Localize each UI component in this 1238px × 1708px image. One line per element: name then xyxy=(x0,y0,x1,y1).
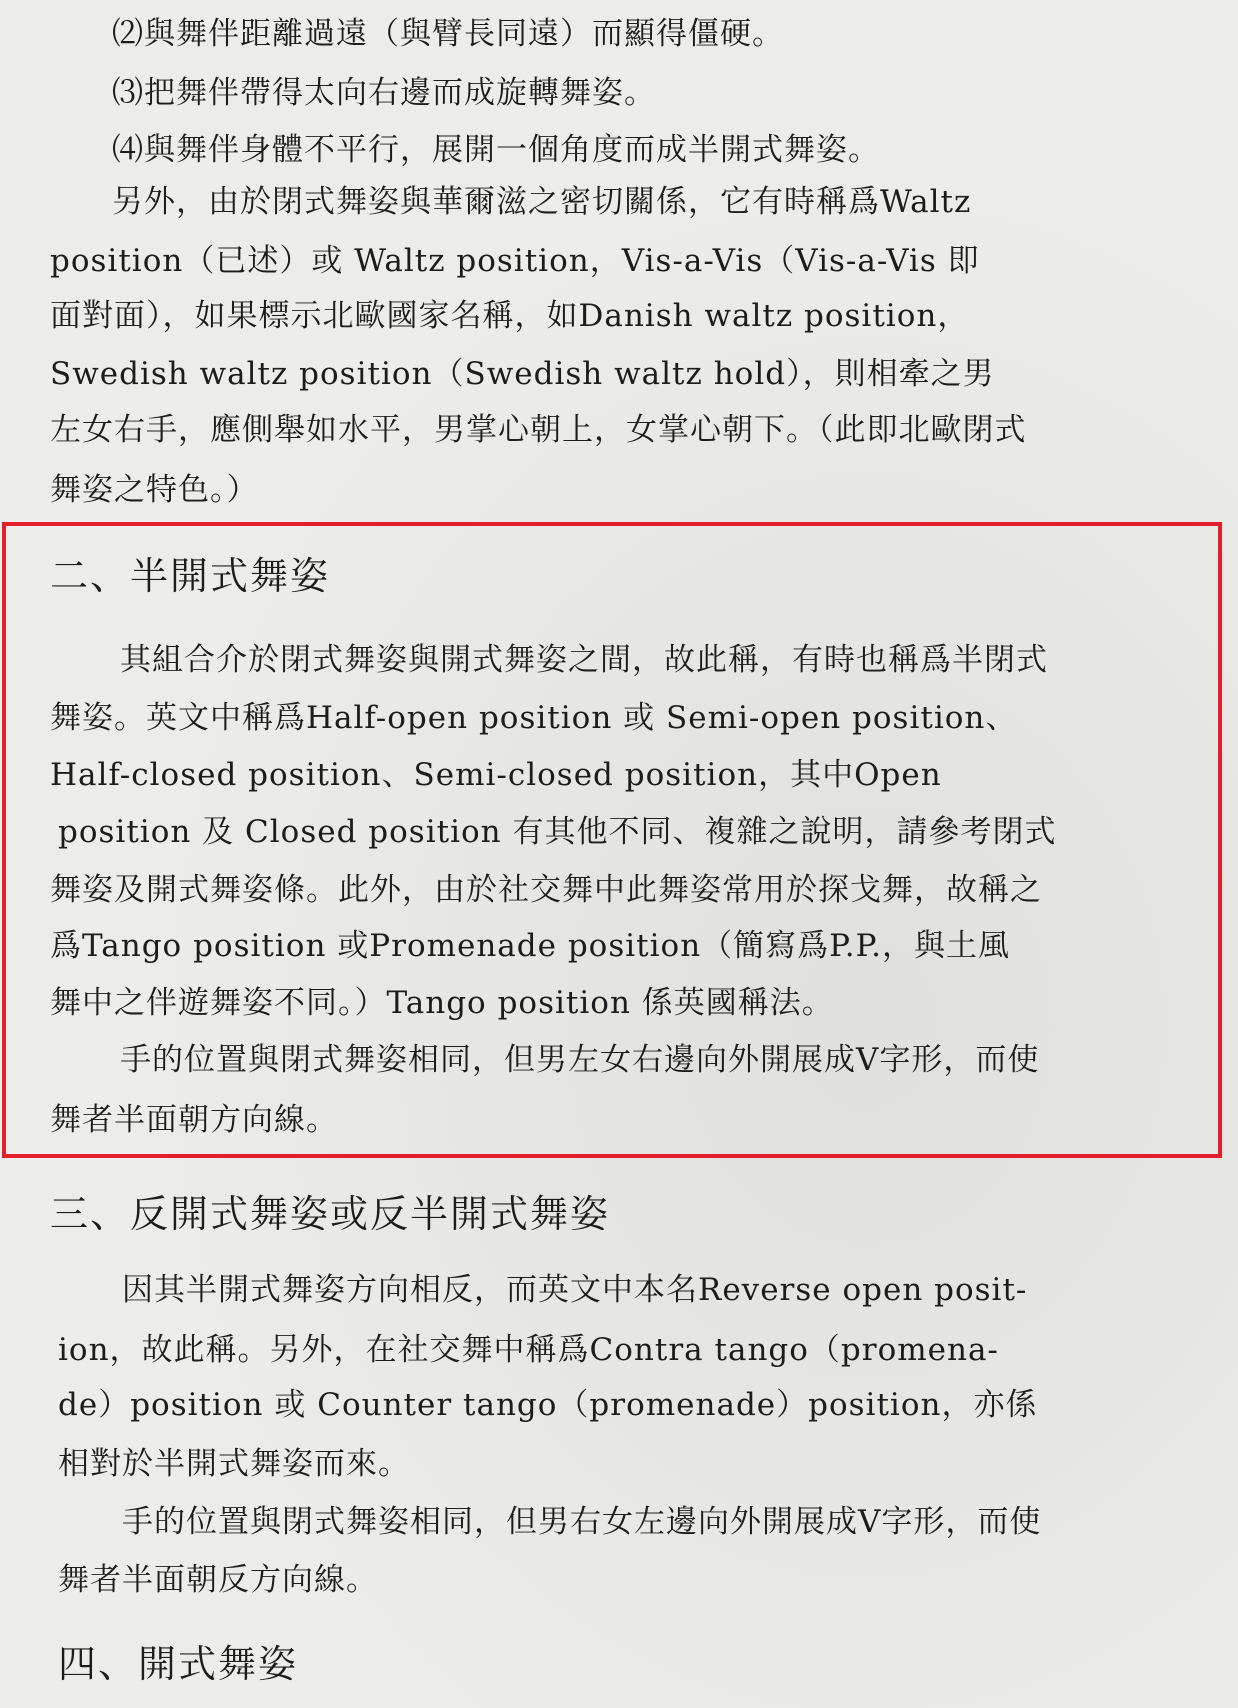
text-line: position 及 Closed position 有其他不同、複雜之說明，請參考閉式 xyxy=(58,814,1057,850)
text-line: Half-closed position、Semi-closed position，其中Open xyxy=(50,757,942,793)
text-line: 舞姿之特色。） xyxy=(50,472,259,508)
text-line: ⑵與舞伴距離過遠（與臂長同遠）而顯得僵硬。 xyxy=(112,16,784,52)
text-line: 另外，由於閉式舞姿與華爾滋之密切關係，它有時稱爲Waltz xyxy=(112,184,972,220)
text-line: 舞姿。英文中稱爲Half-open position 或 Semi-open position、 xyxy=(50,700,1018,736)
text-line: 面對面），如果標示北歐國家名稱，如Danish waltz position， xyxy=(50,298,970,334)
text-line: 手的位置與閉式舞姿相同，但男左女右邊向外開展成V字形，而使 xyxy=(120,1042,1040,1078)
section-heading: 三、反開式舞姿或反半開式舞姿 xyxy=(50,1192,611,1236)
text-line: 舞中之伴遊舞姿不同。）Tango position 係英國稱法。 xyxy=(50,985,834,1021)
section-heading: 四、開式舞姿 xyxy=(58,1642,299,1686)
text-line: 其組合介於閉式舞姿與開式舞姿之間，故此稱，有時也稱爲半閉式 xyxy=(120,642,1048,678)
text-line: ⑶把舞伴帶得太向右邊而成旋轉舞姿。 xyxy=(112,75,656,111)
text-line: 舞者半面朝方向線。 xyxy=(50,1102,338,1138)
text-line: 舞姿及開式舞姿條。此外，由於社交舞中此舞姿常用於探戈舞，故稱之 xyxy=(50,872,1042,908)
text-line: position（已述）或 Waltz position，Vis-a-Vis（Vis-a-Vis 即 xyxy=(50,243,980,279)
text-line: 爲Tango position 或Promenade position（簡寫爲P.P.，與土風 xyxy=(50,928,1011,964)
text-line: 因其半開式舞姿方向相反，而英文中本名Reverse open posit- xyxy=(122,1272,1028,1308)
text-line: de）position 或 Counter tango（promenade）position，亦係 xyxy=(58,1387,1038,1423)
text-line: 舞者半面朝反方向線。 xyxy=(58,1562,378,1598)
text-line: Swedish waltz position（Swedish waltz hold），則相牽之男 xyxy=(50,356,995,392)
text-line: ion，故此稱。另外，在社交舞中稱爲Contra tango（promena- xyxy=(58,1332,999,1368)
section-heading: 二、半開式舞姿 xyxy=(50,554,331,598)
text-line: 左女右手，應側舉如水平，男掌心朝上，女掌心朝下。（此即北歐閉式 xyxy=(50,412,1027,448)
text-line: 手的位置與閉式舞姿相同，但男右女左邊向外開展成V字形，而使 xyxy=(122,1504,1042,1540)
text-line: ⑷與舞伴身體不平行，展開一個角度而成半開式舞姿。 xyxy=(112,132,880,168)
text-line: 相對於半開式舞姿而來。 xyxy=(58,1446,410,1482)
